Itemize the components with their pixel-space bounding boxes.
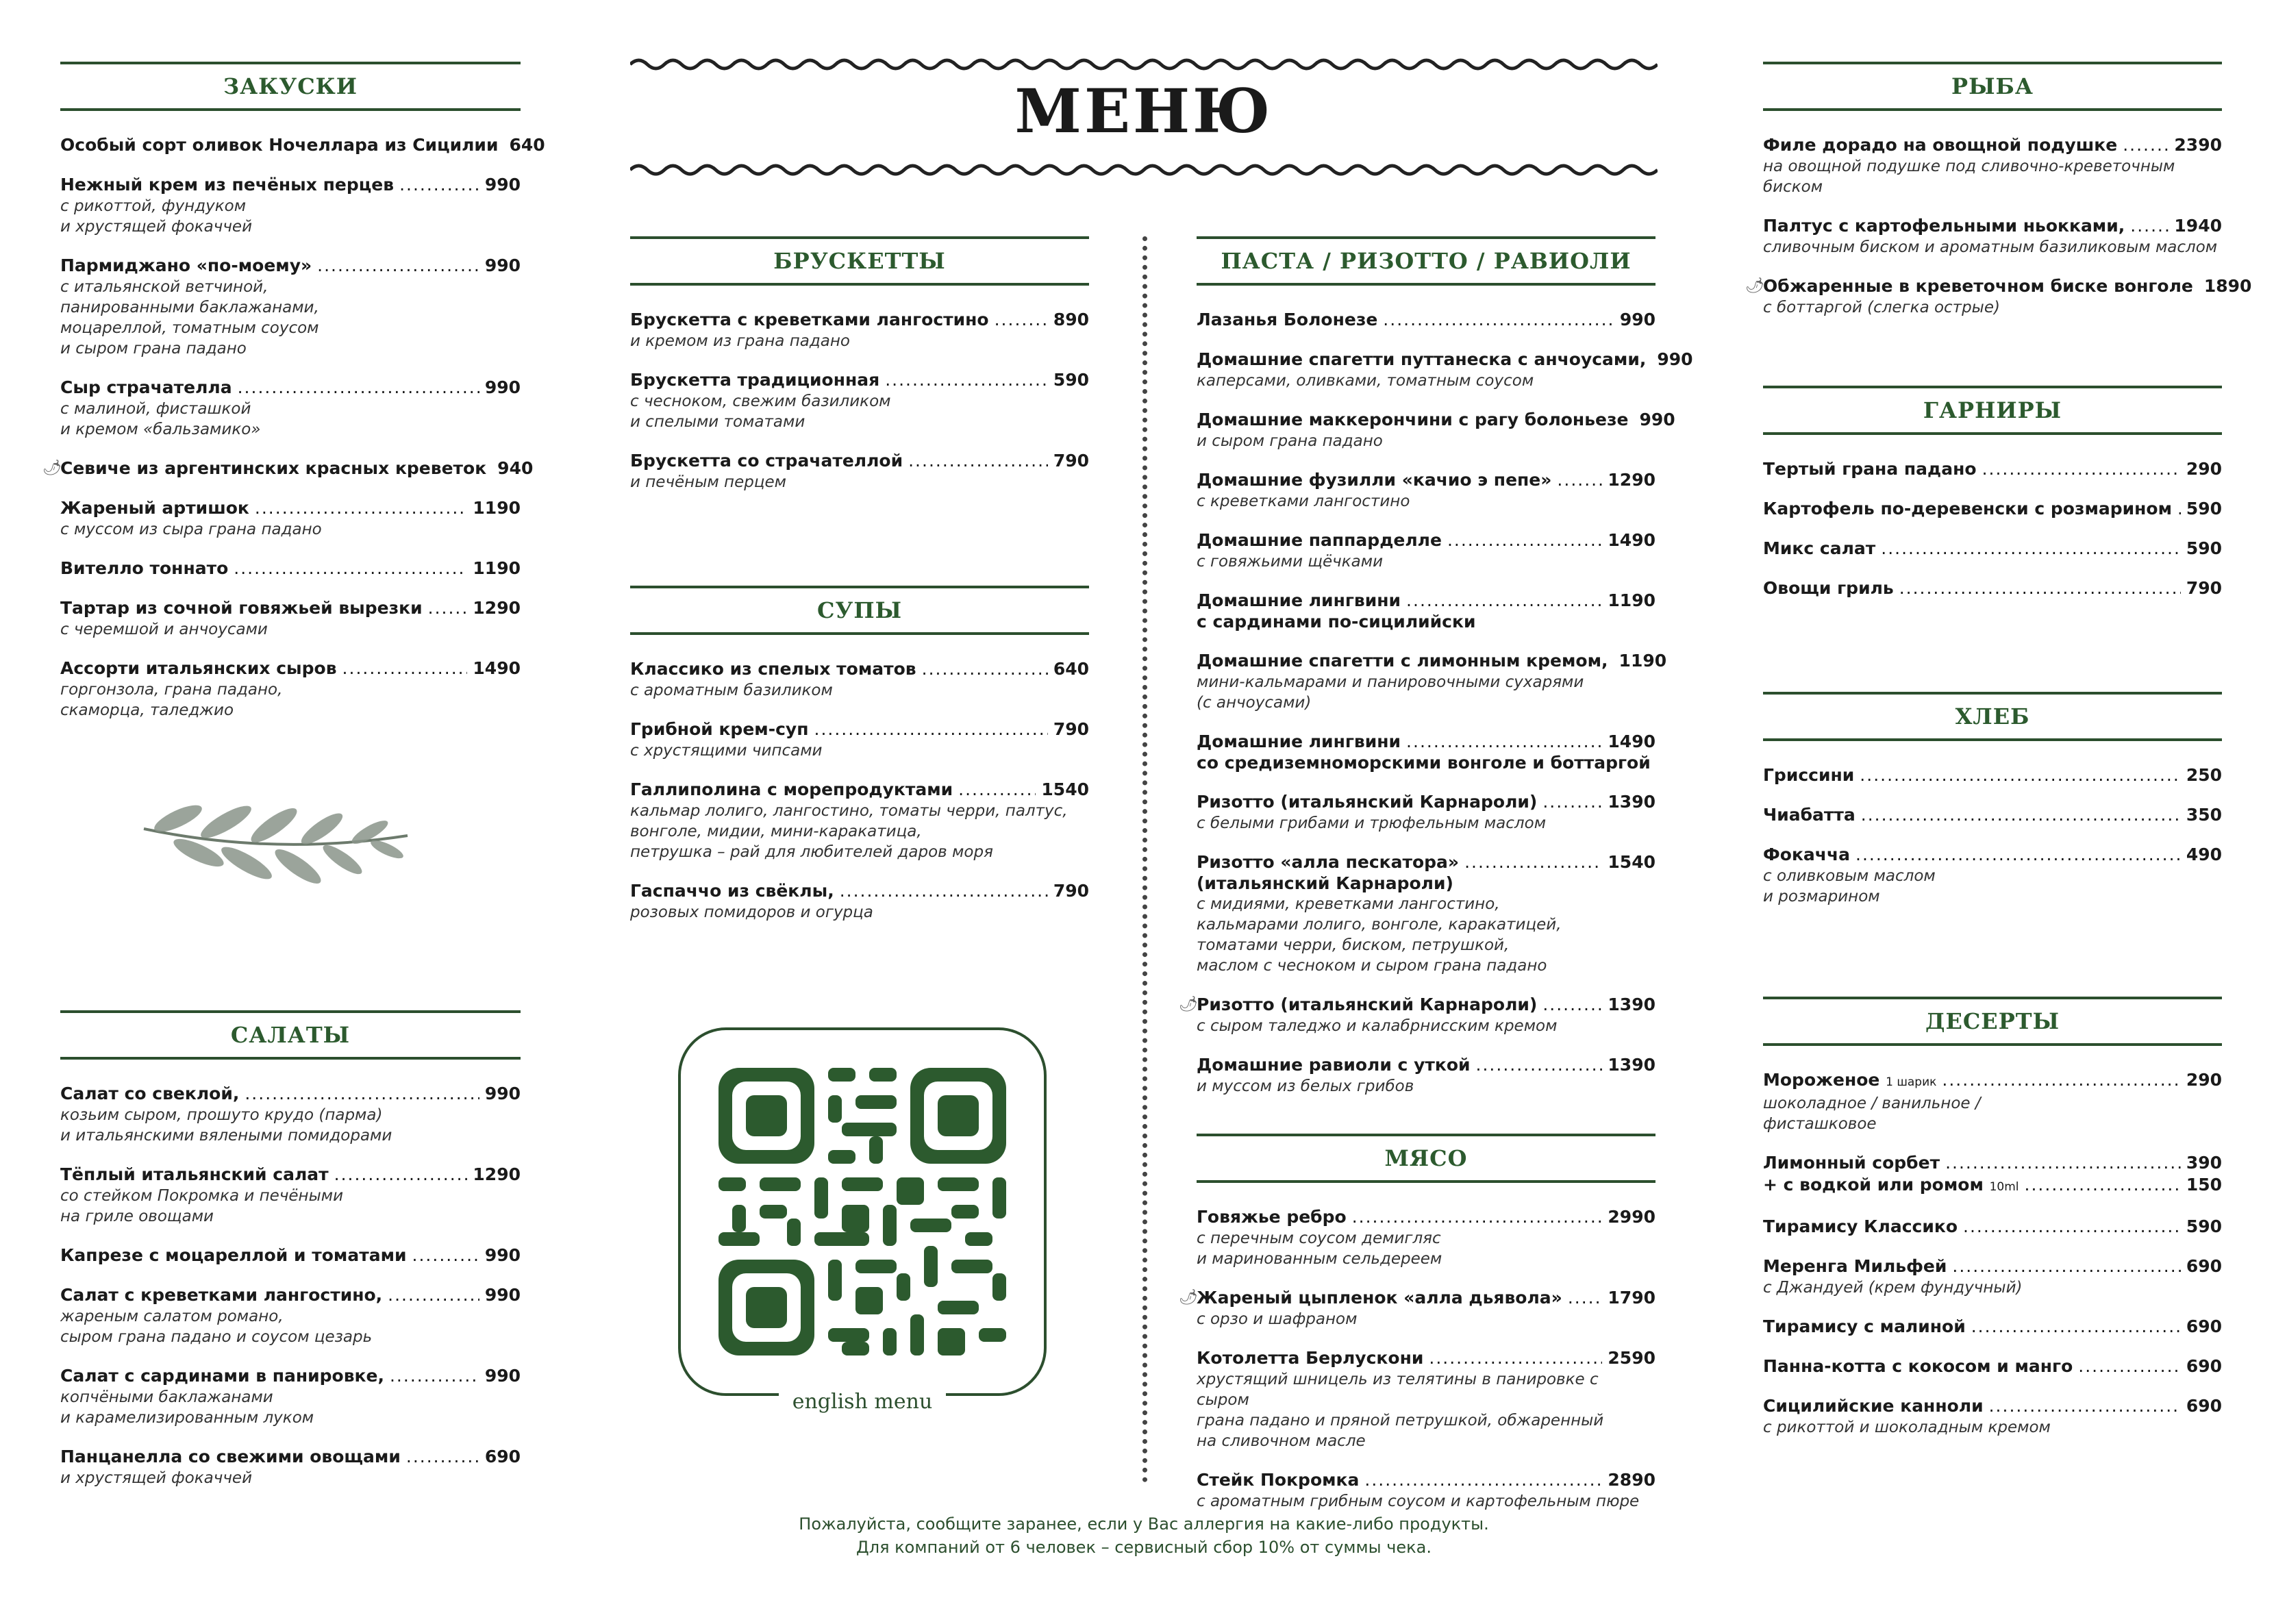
item-price: 590	[2186, 1216, 2222, 1236]
item-name: Классико из спелых томатов	[630, 659, 916, 679]
item-price: 590	[2186, 538, 2222, 558]
item-price: 990	[484, 255, 521, 275]
item-price: 590	[2186, 499, 2222, 519]
item-price: 690	[2186, 1396, 2222, 1416]
section-pasta	[1179, 236, 1693, 1114]
item-name: Ризотто (итальянский Карнароли)	[1197, 792, 1538, 812]
item-desc: и хрустящей фокаччей	[60, 1469, 253, 1487]
item-price: 1290	[473, 1164, 521, 1184]
menu-item	[60, 1284, 521, 1347]
menu-item	[1763, 134, 2222, 197]
item-name: Домашние лингвини	[1197, 732, 1401, 751]
item-name: Домашние лингвини	[1197, 590, 1401, 610]
chili-icon: 🌶	[1745, 277, 1764, 295]
menu-item	[60, 1365, 521, 1428]
menu-item	[630, 369, 1089, 432]
leaf-icon	[137, 788, 411, 897]
item-price: 390	[2186, 1153, 2222, 1173]
item-price: 990	[484, 175, 521, 195]
item-price: 940	[497, 458, 534, 478]
item-price: 290	[2186, 1070, 2222, 1090]
menu-item	[1197, 1347, 1655, 1451]
item-price: 690	[2186, 1356, 2222, 1376]
footer-note	[616, 1512, 1671, 1559]
item-desc: сливочным биском и ароматным базиликовым маслом	[1763, 238, 2218, 256]
menu-item	[60, 497, 521, 540]
item-desc: жареным салатом романо, сыром грана падано и соусом цезарь	[60, 1308, 373, 1346]
item-desc: с Джандуей (крем фундучный)	[1763, 1279, 2023, 1297]
item-price: 990	[484, 1366, 521, 1386]
item-desc: с боттаргой (слегка острые)	[1763, 299, 2000, 316]
menu-item	[1763, 215, 2222, 258]
menu-item	[1763, 1356, 2222, 1377]
item-desc: с черемшой и анчоусами	[60, 621, 268, 638]
item-price: 350	[2186, 805, 2222, 825]
menu-item	[1197, 349, 1693, 391]
item-name: Гриссини	[1763, 765, 1855, 785]
item-price: 790	[1053, 451, 1089, 471]
section-header: ГАРНИРЫ	[1763, 386, 2222, 435]
item-name: Домашние равиоли с уткой	[1197, 1055, 1471, 1075]
section-brusketty	[630, 236, 1089, 510]
menu-item	[1763, 458, 2222, 480]
section-ryba	[1745, 62, 2252, 336]
item-price: 890	[1053, 310, 1089, 329]
item-name: Салат с сардинами в панировке,	[60, 1366, 384, 1386]
menu-item	[1763, 1152, 2222, 1198]
item-desc: с ароматным грибным соусом и картофельным пюре	[1197, 1492, 1640, 1510]
menu-item	[1197, 590, 1655, 632]
menu-item	[1197, 309, 1655, 331]
item-price: 990	[484, 1245, 521, 1265]
item-name: Гаспаччо из свёклы,	[630, 881, 834, 901]
menu-item	[1763, 1395, 2222, 1438]
item-name: Брускетта с креветками лангостино	[630, 310, 989, 329]
item-desc: розовых помидоров и огурца	[630, 903, 873, 921]
item-name: Сицилийские канноли	[1763, 1396, 1984, 1416]
item-price: 1540	[1608, 852, 1655, 872]
item-price: 640	[509, 135, 545, 155]
item-name: Домашние фузилли «качио э пепе»	[1197, 470, 1552, 490]
item-price: 990	[484, 377, 521, 397]
item-note: 1 шарик	[1886, 1075, 1937, 1089]
item-name: Говяжье ребро	[1197, 1207, 1347, 1227]
item-desc: козьим сыром, прошуто крудо (парма) и итальянскими вялеными помидорами	[60, 1106, 392, 1145]
item-name: Домашние спагетти с лимонным кремом,	[1197, 651, 1608, 671]
item-name: Домашние паппарделле	[1197, 530, 1442, 550]
item-name: Пармиджано «по-моему»	[60, 255, 312, 275]
item-name: Мороженое	[1763, 1070, 1880, 1090]
menu-item	[1763, 1256, 2222, 1298]
item-price: 1190	[473, 558, 521, 578]
menu-item	[1197, 851, 1655, 976]
item-name: Салат с креветками лангостино,	[60, 1285, 383, 1305]
menu-item	[1763, 577, 2222, 599]
item-price: 790	[1053, 881, 1089, 901]
item-name: Тирамису с малиной	[1763, 1316, 1966, 1336]
item-desc: мини-кальмарами и панировочными сухарями (с анчоусами)	[1197, 673, 1584, 712]
menu-item	[1197, 1206, 1655, 1269]
item-price: 2890	[1608, 1470, 1655, 1490]
item-name: Лимонный сорбет	[1763, 1153, 1940, 1173]
section-header: РЫБА	[1763, 62, 2222, 111]
title-wave-top	[630, 56, 1658, 73]
item-name: Брускетта традиционная	[630, 370, 880, 390]
item-desc: с малиной, фисташкой и кремом «бальзамико»	[60, 400, 261, 438]
menu-item	[60, 1083, 521, 1146]
item-desc: и печёным перцем	[630, 473, 786, 491]
item-name: Палтус с картофельными ньокками,	[1763, 216, 2125, 236]
menu-item	[1763, 844, 2222, 907]
title-wave-bottom	[630, 162, 1658, 178]
menu-item	[1197, 1469, 1655, 1512]
item-desc: и кремом из грана падано	[630, 332, 850, 350]
item-desc: и сыром грана падано	[1197, 432, 1383, 450]
item-price: 1290	[473, 598, 521, 618]
item-name: Ризотто (итальянский Карнароли)	[1197, 995, 1538, 1014]
page-title: МЕНЮ	[1014, 75, 1273, 147]
menu-item	[630, 309, 1089, 351]
item-name: Нежный крем из печёных перцев	[60, 175, 395, 195]
item-name: Тирамису Классико	[1763, 1216, 1958, 1236]
item-name: Сыр страчателла	[60, 377, 232, 397]
item-desc: с белыми грибами и трюфельным маслом	[1197, 814, 1547, 832]
menu-item	[1763, 764, 2222, 786]
item-price: 1490	[473, 658, 521, 678]
item-name: Грибной крем-суп	[630, 719, 809, 739]
menu-item	[1763, 498, 2222, 520]
menu-item	[1179, 1287, 1655, 1329]
section-header: ХЛЕБ	[1763, 692, 2222, 741]
qr-code-icon	[718, 1068, 1006, 1356]
item-name: Домашние спагетти путтанеска с анчоусами,	[1197, 349, 1647, 369]
item-desc: и муссом из белых грибов	[1197, 1077, 1414, 1095]
menu-item	[1197, 1054, 1655, 1097]
item-desc: с рикоттой, фундуком и хрустящей фокаччей	[60, 197, 253, 236]
menu-item	[630, 880, 1089, 923]
item-desc: с муссом из сыра грана падано	[60, 521, 322, 538]
item-desc: с мидиями, креветками лангостино, кальмарами лолиго, вонголе, каракатицей, томатами черри, биском, петрушкой, маслом с чесноком и сыром грана падано	[1197, 895, 1562, 975]
item-name: Филе дорадо на овощной подушке	[1763, 135, 2118, 155]
item-price: 990	[1639, 410, 1675, 429]
item-name: Микс салат	[1763, 538, 1876, 558]
item-price: 990	[484, 1285, 521, 1305]
item-name: Котолетта Берлускони	[1197, 1348, 1424, 1368]
item-desc: с ароматным базиликом	[630, 682, 833, 699]
item-desc: с креветками лангостино	[1197, 492, 1410, 510]
item-price: 690	[2186, 1256, 2222, 1276]
item-desc: с хрустящими чипсами	[630, 742, 823, 760]
section-header: ДЕСЕРТЫ	[1763, 997, 2222, 1046]
qr-label: english menu	[779, 1390, 947, 1414]
item-desc: с чесноком, свежим базиликом и спелыми томатами	[630, 392, 891, 431]
menu-item	[630, 658, 1089, 701]
item-desc: с орзо и шафраном	[1197, 1310, 1358, 1328]
item-name: Фокачча	[1763, 845, 1851, 864]
item-name: Ризотто «алла пескатора»	[1197, 852, 1460, 872]
menu-item	[630, 779, 1089, 862]
item-price: 250	[2186, 765, 2222, 785]
chili-icon: 🌶	[42, 460, 62, 477]
item-price: 150	[2186, 1175, 2222, 1195]
item-name: Жареный цыпленок «алла дьявола»	[1197, 1288, 1562, 1308]
section-deserty	[1763, 997, 2222, 1456]
item-name: Салат со свеклой,	[60, 1084, 240, 1103]
footer-allergy-note: Пожалуйста, сообщите заранее, если у Вас аллергия на какие-либо продукты.	[799, 1514, 1489, 1534]
item-price: 790	[2186, 578, 2222, 598]
item-name: Обжаренные в креветочном биске вонголе	[1763, 276, 2193, 296]
item-price: 290	[2186, 459, 2222, 479]
menu-item	[1197, 731, 1655, 773]
menu-item	[1763, 1216, 2222, 1238]
item-price: 690	[484, 1447, 521, 1466]
item-name: Чиабатта	[1763, 805, 1855, 825]
section-header: ЗАКУСКИ	[60, 62, 521, 111]
menu-item	[1197, 529, 1655, 572]
item-desc: с рикоттой и шоколадным кремом	[1763, 1419, 2051, 1436]
item-name-line2: с сардинами по-сицилийски	[1197, 612, 1476, 632]
section-hleb	[1763, 692, 2222, 925]
menu-item	[1197, 650, 1667, 713]
menu-item	[1197, 791, 1655, 834]
item-name: Стейк Покромка	[1197, 1470, 1360, 1490]
footer-service-note: Для компаний от 6 человек – сервисный сбор 10% от суммы чека.	[856, 1538, 1432, 1557]
menu-item	[1763, 1316, 2222, 1338]
item-desc: со стейком Покромка и печёными на гриле овощами	[60, 1187, 344, 1225]
item-price: 690	[2186, 1316, 2222, 1336]
item-name: Вителло тоннато	[60, 558, 229, 578]
menu-item	[60, 1164, 521, 1227]
item-price: 1490	[1608, 530, 1655, 550]
item-name: Тартар из сочной говяжьей вырезки	[60, 598, 423, 618]
section-header: СУПЫ	[630, 586, 1089, 635]
item-desc: горгонзола, грана падано, скаморца, таледжио	[60, 681, 283, 719]
menu-item	[1179, 994, 1655, 1036]
section-header: БРУСКЕТТЫ	[630, 236, 1089, 286]
chili-icon: 🌶	[1179, 996, 1198, 1013]
item-note: 10ml	[1989, 1180, 2019, 1194]
item-desc: копчёными баклажанами и карамелизированным луком	[60, 1388, 314, 1427]
item-name: Тёплый итальянский салат	[60, 1164, 329, 1184]
item-price: 1190	[1608, 590, 1655, 610]
item-price: 1390	[1608, 995, 1655, 1014]
item-name: Особый сорт оливок Ночеллара из Сицилии	[60, 135, 499, 155]
menu-item	[1763, 1069, 2222, 1134]
qr-code-card[interactable]	[678, 1027, 1047, 1414]
menu-item	[60, 1245, 521, 1266]
menu-item	[60, 1446, 521, 1488]
menu-item	[630, 719, 1089, 761]
menu-item	[1763, 538, 2222, 560]
menu-item	[60, 174, 521, 237]
menu-item	[60, 377, 521, 440]
item-price: 990	[1619, 310, 1655, 329]
item-price: 790	[1053, 719, 1089, 739]
item-desc: на овощной подушке под сливочно-креветочным биском	[1763, 158, 2175, 196]
item-desc: шоколадное / ванильное / фисташковое	[1763, 1095, 1981, 1133]
menu-item	[42, 458, 534, 479]
item-price: 1490	[1608, 732, 1655, 751]
column-divider	[1142, 236, 1147, 1483]
menu-item	[60, 255, 521, 359]
item-price: 1790	[1608, 1288, 1655, 1308]
menu-item	[60, 658, 521, 721]
item-name: Овощи гриль	[1763, 578, 1894, 598]
item-name: Севиче из аргентинских красных креветок	[60, 458, 487, 478]
menu-item	[60, 134, 545, 156]
item-name: Панцанелла со свежими овощами	[60, 1447, 401, 1466]
item-price: 990	[484, 1084, 521, 1103]
menu-item	[1745, 275, 2252, 318]
item-desc: с сыром таледжо и калабрнисским кремом	[1197, 1017, 1558, 1035]
item-name: Картофель по-деревенски с розмарином	[1763, 499, 2173, 519]
item-price: 1290	[1608, 470, 1655, 490]
menu-item	[60, 597, 521, 640]
item-desc: с перечным соусом демигляс и маринованным сельдереем	[1197, 1229, 1442, 1268]
menu-item	[1197, 469, 1655, 512]
item-name: Лазанья Болонезе	[1197, 310, 1378, 329]
item-desc: кальмар лолиго, лангостино, томаты черри, палтус, вонголе, мидии, мини-каракатица, петрушка – рай для любителей даров моря	[630, 802, 1068, 861]
section-header: ПАСТА / РИЗОТТО / РАВИОЛИ	[1197, 236, 1655, 286]
item-name: Ассорти итальянских сыров	[60, 658, 337, 678]
section-zakuski	[42, 62, 545, 738]
item-name: Тертый грана падано	[1763, 459, 1977, 479]
item-price: 1390	[1608, 1055, 1655, 1075]
item-name: Панна-котта с кокосом и манго	[1763, 1356, 2073, 1376]
section-myaso	[1179, 1134, 1655, 1529]
item-price: 1890	[2203, 276, 2252, 296]
item-price: 1390	[1608, 792, 1655, 812]
item-price: 990	[1657, 349, 1693, 369]
item-name-line2: + с водкой или ромом	[1763, 1175, 1984, 1195]
menu-item	[630, 450, 1089, 492]
section-salaty	[60, 1010, 521, 1506]
item-price: 1190	[473, 498, 521, 518]
menu-item	[1763, 804, 2222, 826]
item-name: Капрезе с моцареллой и томатами	[60, 1245, 407, 1265]
section-header: САЛАТЫ	[60, 1010, 521, 1060]
menu-item	[60, 558, 521, 579]
item-price: 2390	[2174, 135, 2222, 155]
item-name: Домашние маккерончини с рагу болоньезе	[1197, 410, 1629, 429]
item-price: 1540	[1041, 779, 1089, 799]
item-name: Брускетта со страчателлой	[630, 451, 903, 471]
item-name-line2: (итальянский Карнароли)	[1197, 873, 1453, 893]
item-name-line2: со средиземноморскими вонголе и боттаргой	[1197, 753, 1651, 773]
item-name: Галлиполина с морепродуктами	[630, 779, 953, 799]
item-price: 1190	[1619, 651, 1667, 671]
chili-icon: 🌶	[1179, 1289, 1198, 1306]
item-name: Жареный артишок	[60, 498, 249, 518]
item-desc: с оливковым маслом и розмарином	[1763, 867, 1936, 905]
item-name: Меренга Мильфей	[1763, 1256, 1947, 1276]
item-price: 490	[2186, 845, 2222, 864]
section-garniry	[1763, 386, 2222, 617]
item-desc: с итальянской ветчиной, панированными баклажанами, моцареллой, томатным соусом и сыром грана падано	[60, 278, 319, 358]
item-price: 640	[1053, 659, 1089, 679]
menu-item	[1197, 409, 1675, 451]
item-price: 1940	[2174, 216, 2222, 236]
item-price: 2990	[1608, 1207, 1655, 1227]
item-desc: каперсами, оливками, томатным соусом	[1197, 372, 1534, 390]
item-price: 590	[1053, 370, 1089, 390]
item-desc: с говяжьими щёчками	[1197, 553, 1384, 571]
section-header: МЯСО	[1197, 1134, 1655, 1183]
item-price: 2590	[1608, 1348, 1655, 1368]
item-desc: хрустящий шницель из телятины в панировке с сыром грана падано и пряной петрушкой, обжаренный на сливочном масле	[1197, 1371, 1604, 1450]
section-supy	[630, 586, 1089, 940]
